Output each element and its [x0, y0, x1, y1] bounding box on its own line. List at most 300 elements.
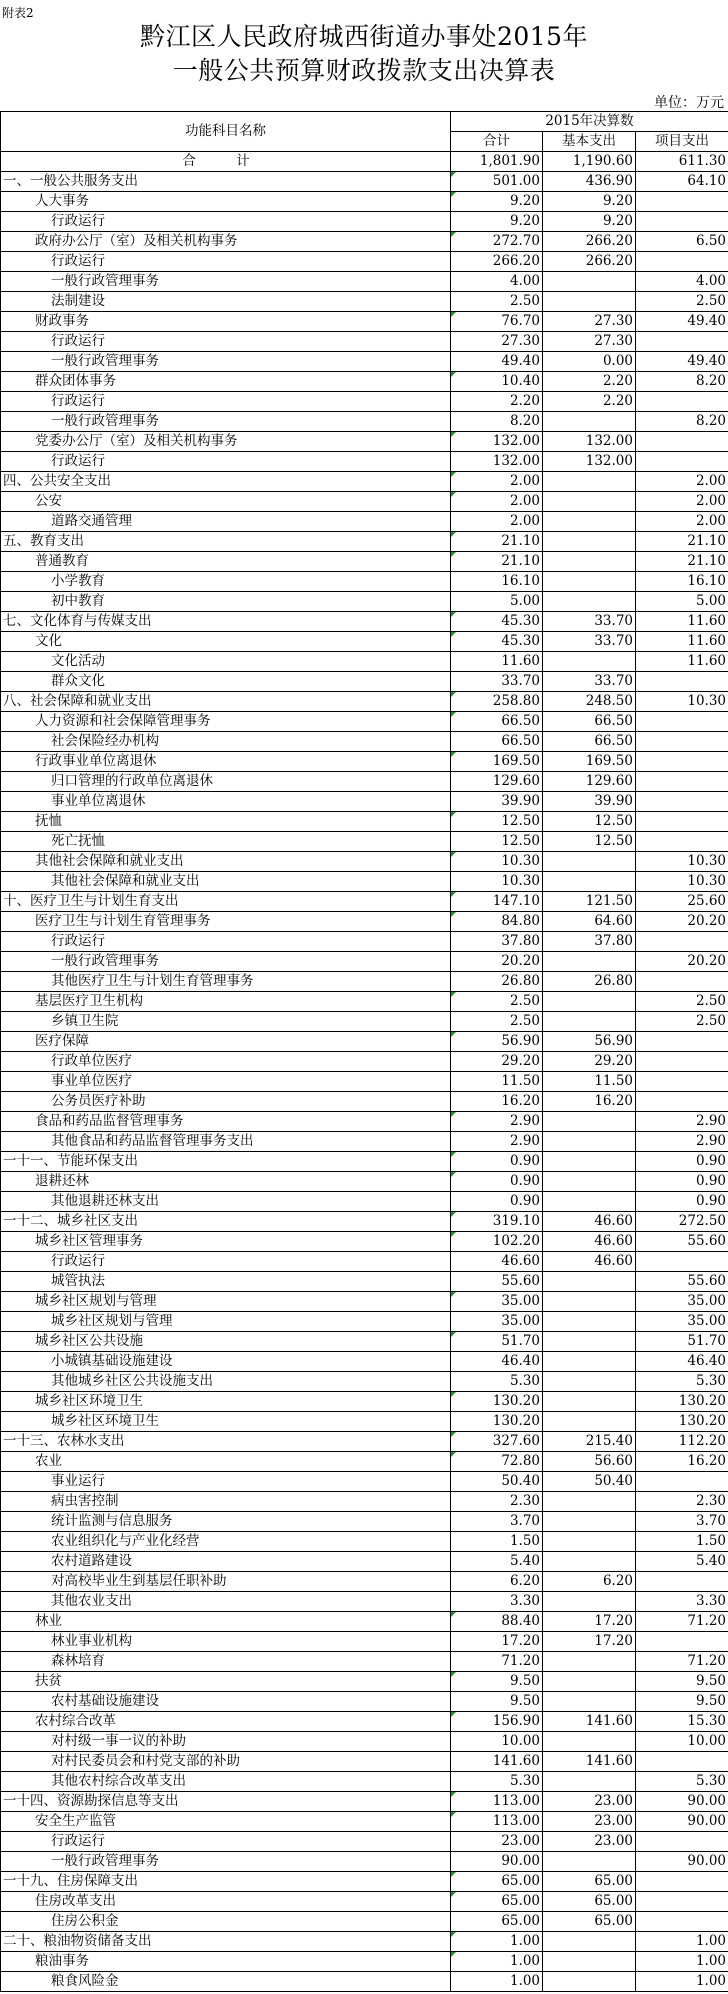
row-project: 3.30: [636, 1592, 728, 1612]
row-total: 46.60: [451, 1252, 543, 1272]
row-total: 17.20: [451, 1632, 543, 1652]
row-basic: 266.20: [543, 232, 636, 252]
row-name: 退耕还林: [1, 1172, 451, 1192]
row-name: 一十二、城乡社区支出: [1, 1212, 451, 1232]
header-project: 项目支出: [636, 132, 728, 152]
row-project: 9.50: [636, 1672, 728, 1692]
row-name: 乡镇卫生院: [1, 1012, 451, 1032]
table-row: [1, 672, 728, 692]
row-total: 113.00: [451, 1812, 543, 1832]
row-name: 城乡社区环境卫生: [1, 1392, 451, 1412]
table-row: [1, 572, 728, 592]
table-row: [1, 412, 728, 432]
row-total: 50.40: [451, 1472, 543, 1492]
row-basic: [543, 1292, 636, 1312]
row-basic: [543, 572, 636, 592]
row-basic: 121.50: [543, 892, 636, 912]
row-name: 公务员医疗补助: [1, 1092, 451, 1112]
table-row: [1, 272, 728, 292]
table-row: [1, 1732, 728, 1752]
row-name: 行政运行: [1, 932, 451, 952]
row-basic: 9.20: [543, 212, 636, 232]
row-name: 安全生产监管: [1, 1812, 451, 1832]
annex-label: 附表2: [2, 6, 34, 20]
row-name: 农业: [1, 1452, 451, 1472]
row-project: [636, 1892, 728, 1912]
table-row: [1, 1612, 728, 1632]
row-name: 城乡社区管理事务: [1, 1232, 451, 1252]
row-basic: [543, 1852, 636, 1872]
row-total: 49.40: [451, 352, 543, 372]
header-basic: 基本支出: [543, 132, 636, 152]
row-total: 5.30: [451, 1372, 543, 1392]
row-total: 10.00: [451, 1732, 543, 1752]
row-name: 合 计: [1, 152, 451, 172]
row-total: 129.60: [451, 772, 543, 792]
row-basic: 12.50: [543, 812, 636, 832]
row-basic: 0.00: [543, 352, 636, 372]
row-project: 90.00: [636, 1812, 728, 1832]
row-basic: [543, 472, 636, 492]
table-row: [1, 692, 728, 712]
row-basic: [543, 592, 636, 612]
row-name: 农村综合改革: [1, 1712, 451, 1732]
row-total: 1,801.90: [451, 152, 543, 172]
header-name-col: 功能科目名称: [1, 112, 451, 152]
row-basic: [543, 1332, 636, 1352]
row-project: 2.00: [636, 472, 728, 492]
row-total: 76.70: [451, 312, 543, 332]
table-row: [1, 1912, 728, 1932]
row-name: 七、文化体育与传媒支出: [1, 612, 451, 632]
row-project: [636, 1752, 728, 1772]
row-name: 农业组织化与产业化经营: [1, 1532, 451, 1552]
row-total: 66.50: [451, 712, 543, 732]
row-name: 食品和药品监督管理事务: [1, 1112, 451, 1132]
row-total: 9.20: [451, 192, 543, 212]
row-total: 2.30: [451, 1492, 543, 1512]
row-project: 25.60: [636, 892, 728, 912]
row-total: 56.90: [451, 1032, 543, 1052]
row-project: [636, 212, 728, 232]
row-basic: [543, 1732, 636, 1752]
row-project: 2.50: [636, 1012, 728, 1032]
table-row: [1, 1932, 728, 1952]
row-total: 327.60: [451, 1432, 543, 1452]
table-row: [1, 512, 728, 532]
row-name: 行政运行: [1, 1252, 451, 1272]
row-name: 粮食风险金: [1, 1972, 451, 1992]
row-name: 社会保险经办机构: [1, 732, 451, 752]
row-project: [636, 932, 728, 952]
table-header: [1, 112, 728, 152]
table-row: [1, 1132, 728, 1152]
table-row: [1, 372, 728, 392]
row-project: [636, 1092, 728, 1112]
row-project: 5.00: [636, 592, 728, 612]
table-row: [1, 1532, 728, 1552]
table-row: [1, 1052, 728, 1072]
row-name: 小学教育: [1, 572, 451, 592]
row-name: 林业: [1, 1612, 451, 1632]
row-project: 35.00: [636, 1312, 728, 1332]
row-basic: 56.90: [543, 1032, 636, 1052]
row-name: 病虫害控制: [1, 1492, 451, 1512]
table-row: [1, 1032, 728, 1052]
row-project: [636, 1052, 728, 1072]
row-total: 45.30: [451, 612, 543, 632]
row-total: 35.00: [451, 1312, 543, 1332]
table-row: [1, 1572, 728, 1592]
row-project: 64.10: [636, 172, 728, 192]
row-total: 45.30: [451, 632, 543, 652]
row-project: 112.20: [636, 1432, 728, 1452]
row-name: 医疗卫生与计划生育管理事务: [1, 912, 451, 932]
row-basic: 169.50: [543, 752, 636, 772]
row-name: 普通教育: [1, 552, 451, 572]
table-row: [1, 732, 728, 752]
row-total: 272.70: [451, 232, 543, 252]
row-name: 公安: [1, 492, 451, 512]
row-name: 党委办公厅（室）及相关机构事务: [1, 432, 451, 452]
row-basic: 66.50: [543, 712, 636, 732]
table-row: [1, 1592, 728, 1612]
row-project: [636, 772, 728, 792]
row-name: 初中教育: [1, 592, 451, 612]
row-name: 死亡抚恤: [1, 832, 451, 852]
row-name: 行政运行: [1, 1832, 451, 1852]
row-project: 2.00: [636, 512, 728, 532]
row-project: [636, 812, 728, 832]
row-basic: [543, 1112, 636, 1132]
row-project: [636, 1572, 728, 1592]
row-basic: [543, 412, 636, 432]
row-total: 51.70: [451, 1332, 543, 1352]
row-name: 群众团体事务: [1, 372, 451, 392]
row-basic: 266.20: [543, 252, 636, 272]
table-row: [1, 392, 728, 412]
row-name: 行政运行: [1, 392, 451, 412]
table-row: [1, 432, 728, 452]
table-row: [1, 232, 728, 252]
row-project: [636, 972, 728, 992]
table-row: [1, 1112, 728, 1132]
row-basic: 23.00: [543, 1792, 636, 1812]
row-total: 130.20: [451, 1412, 543, 1432]
row-name: 法制建设: [1, 292, 451, 312]
table-row: [1, 1312, 728, 1332]
row-basic: 11.50: [543, 1072, 636, 1092]
row-project: 55.60: [636, 1272, 728, 1292]
row-project: 9.50: [636, 1692, 728, 1712]
row-project: 1.00: [636, 1972, 728, 1992]
row-name: 行政单位医疗: [1, 1052, 451, 1072]
row-total: 10.30: [451, 872, 543, 892]
row-project: 46.40: [636, 1352, 728, 1372]
row-name: 行政运行: [1, 452, 451, 472]
row-name: 住房公积金: [1, 1912, 451, 1932]
row-basic: [543, 1412, 636, 1432]
table-row: [1, 352, 728, 372]
table-row: [1, 792, 728, 812]
row-project: 8.20: [636, 412, 728, 432]
row-total: 6.20: [451, 1572, 543, 1592]
table-row: [1, 752, 728, 772]
row-project: 5.30: [636, 1772, 728, 1792]
table-row: [1, 292, 728, 312]
row-basic: 39.90: [543, 792, 636, 812]
row-project: 130.20: [636, 1412, 728, 1432]
row-name: 其他退耕还林支出: [1, 1192, 451, 1212]
table-row: [1, 1412, 728, 1432]
table-row: [1, 852, 728, 872]
table-row: [1, 1332, 728, 1352]
row-basic: 33.70: [543, 632, 636, 652]
table-row: [1, 872, 728, 892]
row-basic: 132.00: [543, 452, 636, 472]
row-basic: [543, 1532, 636, 1552]
row-project: 0.90: [636, 1192, 728, 1212]
row-total: 319.10: [451, 1212, 543, 1232]
row-basic: [543, 1192, 636, 1212]
row-project: 2.50: [636, 992, 728, 1012]
row-project: 11.60: [636, 612, 728, 632]
row-total: 21.10: [451, 532, 543, 552]
row-name: 一、一般公共服务支出: [1, 172, 451, 192]
row-basic: [543, 272, 636, 292]
row-project: 6.50: [636, 232, 728, 252]
table-row: [1, 1852, 728, 1872]
row-project: 0.90: [636, 1172, 728, 1192]
row-basic: [543, 952, 636, 972]
row-project: [636, 332, 728, 352]
row-total: 29.20: [451, 1052, 543, 1072]
row-project: 0.90: [636, 1152, 728, 1172]
row-basic: [543, 1012, 636, 1032]
row-basic: 46.60: [543, 1232, 636, 1252]
row-project: 16.20: [636, 1452, 728, 1472]
row-name: 城乡社区规划与管理: [1, 1292, 451, 1312]
table-row: [1, 1072, 728, 1092]
unit-label: 单位：万元: [654, 95, 724, 111]
table-row: [1, 332, 728, 352]
row-total: 4.00: [451, 272, 543, 292]
row-total: 9.20: [451, 212, 543, 232]
row-name: 小城镇基础设施建设: [1, 1352, 451, 1372]
table-row: [1, 1472, 728, 1492]
row-basic: 215.40: [543, 1432, 636, 1452]
row-name: 抚恤: [1, 812, 451, 832]
row-project: 1.50: [636, 1532, 728, 1552]
row-name: 其他农业支出: [1, 1592, 451, 1612]
row-total: 46.40: [451, 1352, 543, 1372]
row-name: 其他医疗卫生与计划生育管理事务: [1, 972, 451, 992]
table-row: [1, 812, 728, 832]
table-row: [1, 1252, 728, 1272]
row-basic: [543, 552, 636, 572]
row-project: 35.00: [636, 1292, 728, 1312]
row-basic: [543, 1932, 636, 1952]
table-row: [1, 192, 728, 212]
row-name: 行政事业单位离退休: [1, 752, 451, 772]
row-name: 医疗保障: [1, 1032, 451, 1052]
row-project: [636, 1632, 728, 1652]
row-project: 20.20: [636, 952, 728, 972]
table-row: [1, 1292, 728, 1312]
row-name: 人大事务: [1, 192, 451, 212]
row-name: 农村道路建设: [1, 1552, 451, 1572]
row-name: 其他食品和药品监督管理事务支出: [1, 1132, 451, 1152]
row-name: 城乡社区公共设施: [1, 1332, 451, 1352]
row-name: 其他社会保障和就业支出: [1, 872, 451, 892]
row-project: [636, 832, 728, 852]
table-row: [1, 1352, 728, 1372]
row-total: 132.00: [451, 452, 543, 472]
row-total: 1.00: [451, 1932, 543, 1952]
row-project: [636, 732, 728, 752]
row-name: 财政事务: [1, 312, 451, 332]
row-project: [636, 392, 728, 412]
row-project: 10.30: [636, 692, 728, 712]
row-basic: [543, 1392, 636, 1412]
table-row: [1, 1012, 728, 1032]
row-basic: 141.60: [543, 1712, 636, 1732]
row-project: 11.60: [636, 632, 728, 652]
row-basic: [543, 1312, 636, 1332]
row-basic: [543, 292, 636, 312]
table-row: [1, 1512, 728, 1532]
grand-total-row: [1, 152, 728, 172]
row-project: [636, 1072, 728, 1092]
row-total: 2.00: [451, 492, 543, 512]
row-project: 5.30: [636, 1372, 728, 1392]
table-row: [1, 972, 728, 992]
row-name: 事业运行: [1, 1472, 451, 1492]
page-title-line1: 黔江区人民政府城西街道办事处2015年: [139, 22, 589, 51]
row-name: 粮油事务: [1, 1952, 451, 1972]
row-total: 84.80: [451, 912, 543, 932]
row-basic: 33.70: [543, 672, 636, 692]
row-total: 2.20: [451, 392, 543, 412]
row-project: 3.70: [636, 1512, 728, 1532]
table-row: [1, 612, 728, 632]
row-project: [636, 1472, 728, 1492]
row-total: 266.20: [451, 252, 543, 272]
row-basic: [543, 872, 636, 892]
table-row: [1, 1872, 728, 1892]
row-name: 扶贫: [1, 1672, 451, 1692]
row-basic: [543, 852, 636, 872]
row-basic: 27.30: [543, 312, 636, 332]
row-basic: 141.60: [543, 1752, 636, 1772]
row-basic: 56.60: [543, 1452, 636, 1472]
row-total: 0.90: [451, 1172, 543, 1192]
row-name: 归口管理的行政单位离退休: [1, 772, 451, 792]
row-project: 15.30: [636, 1712, 728, 1732]
row-total: 65.00: [451, 1892, 543, 1912]
row-total: 33.70: [451, 672, 543, 692]
row-name: 农村基础设施建设: [1, 1692, 451, 1712]
row-basic: 2.20: [543, 392, 636, 412]
row-total: 88.40: [451, 1612, 543, 1632]
row-name: 森林培育: [1, 1652, 451, 1672]
row-name: 政府办公厅（室）及相关机构事务: [1, 232, 451, 252]
row-total: 132.00: [451, 432, 543, 452]
row-name: 一十三、农林水支出: [1, 1432, 451, 1452]
table-row: [1, 212, 728, 232]
row-total: 66.50: [451, 732, 543, 752]
row-total: 141.60: [451, 1752, 543, 1772]
row-name: 文化活动: [1, 652, 451, 672]
row-name: 一般行政管理事务: [1, 412, 451, 432]
row-basic: 27.30: [543, 332, 636, 352]
row-basic: 65.00: [543, 1912, 636, 1932]
row-basic: 17.20: [543, 1612, 636, 1632]
table-row: [1, 1212, 728, 1232]
row-basic: [543, 1372, 636, 1392]
row-project: 611.30: [636, 152, 728, 172]
row-basic: 132.00: [543, 432, 636, 452]
row-name: 二十、粮油物资储备支出: [1, 1932, 451, 1952]
row-total: 2.50: [451, 992, 543, 1012]
row-project: 11.60: [636, 652, 728, 672]
row-project: 2.00: [636, 492, 728, 512]
row-project: 16.10: [636, 572, 728, 592]
table-row: [1, 1832, 728, 1852]
table-row: [1, 772, 728, 792]
table-row: [1, 1652, 728, 1672]
row-project: 5.40: [636, 1552, 728, 1572]
row-name: 其他社会保障和就业支出: [1, 852, 451, 872]
row-project: [636, 1032, 728, 1052]
row-total: 20.20: [451, 952, 543, 972]
table-body: [1, 152, 728, 1992]
row-name: 行政运行: [1, 212, 451, 232]
table-row: [1, 932, 728, 952]
row-basic: [543, 492, 636, 512]
row-name: 行政运行: [1, 252, 451, 272]
row-basic: 2.20: [543, 372, 636, 392]
row-total: 2.00: [451, 472, 543, 492]
row-basic: [543, 1132, 636, 1152]
table-row: [1, 892, 728, 912]
row-total: 102.20: [451, 1232, 543, 1252]
row-project: [636, 452, 728, 472]
row-project: 2.30: [636, 1492, 728, 1512]
row-name: 其他城乡社区公共设施支出: [1, 1372, 451, 1392]
row-basic: 46.60: [543, 1252, 636, 1272]
row-basic: 23.00: [543, 1812, 636, 1832]
table-row: [1, 1492, 728, 1512]
row-project: [636, 192, 728, 212]
row-basic: 129.60: [543, 772, 636, 792]
table-row: [1, 1372, 728, 1392]
row-name: 对高校毕业生到基层任职补助: [1, 1572, 451, 1592]
row-basic: [543, 992, 636, 1012]
row-total: 3.70: [451, 1512, 543, 1532]
row-project: [636, 1252, 728, 1272]
row-project: 71.20: [636, 1652, 728, 1672]
table-row: [1, 592, 728, 612]
row-basic: [543, 1552, 636, 1572]
row-total: 71.20: [451, 1652, 543, 1672]
row-project: 49.40: [636, 312, 728, 332]
row-total: 1.00: [451, 1972, 543, 1992]
row-basic: 23.00: [543, 1832, 636, 1852]
row-total: 9.50: [451, 1672, 543, 1692]
row-basic: 66.50: [543, 732, 636, 752]
row-basic: 17.20: [543, 1632, 636, 1652]
